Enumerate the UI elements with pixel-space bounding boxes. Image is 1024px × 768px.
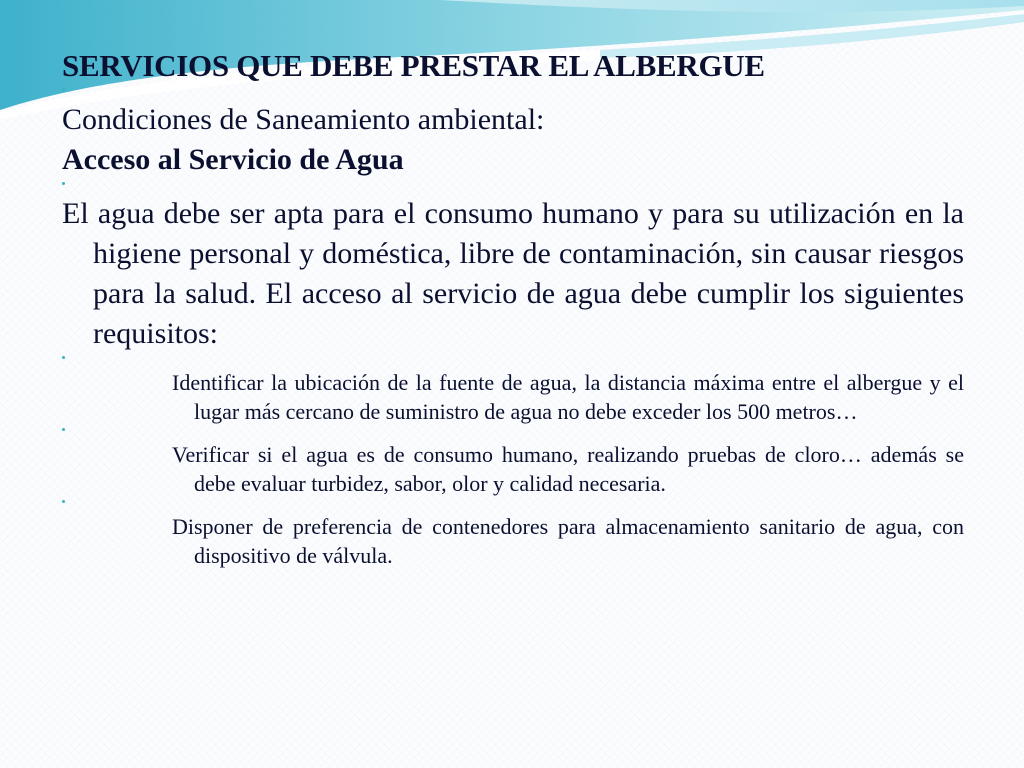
subsection-heading: Acceso al Servicio de Agua — [62, 143, 404, 176]
bullet-marker — [62, 86, 964, 100]
slide-content — [62, 46, 964, 570]
requirement-item: Verificar si el agua es de consumo humano, realizando pruebas de cloro… además se debe evaluar turbidez, sabor, olor y calidad necesaria. — [172, 442, 964, 496]
bullet-marker — [62, 354, 964, 368]
section-heading: Condiciones de Saneamiento ambiental: — [62, 103, 545, 136]
bullet-marker — [62, 498, 964, 512]
slide-title: SERVICIOS QUE DEBE PRESTAR EL ALBERGUE — [62, 48, 765, 83]
requirement-item: Disponer de preferencia de contenedores para almacenamiento sanitario de agua, con dispositivo de válvula. — [172, 514, 964, 568]
bullet-marker — [62, 426, 964, 440]
bullet-marker — [62, 180, 964, 194]
requirement-item: Identificar la ubicación de la fuente de agua, la distancia máxima entre el albergue y el lugar más cercano de suministro de agua no debe exceder los 500 metros… — [172, 370, 964, 424]
intro-paragraph: El agua debe ser apta para el consumo humano y para su utilización en la higiene personal y doméstica, libre de contaminación, sin causar riesgos para la salud. El acceso al servicio de agua debe cumplir los siguientes requisitos: — [62, 197, 964, 350]
